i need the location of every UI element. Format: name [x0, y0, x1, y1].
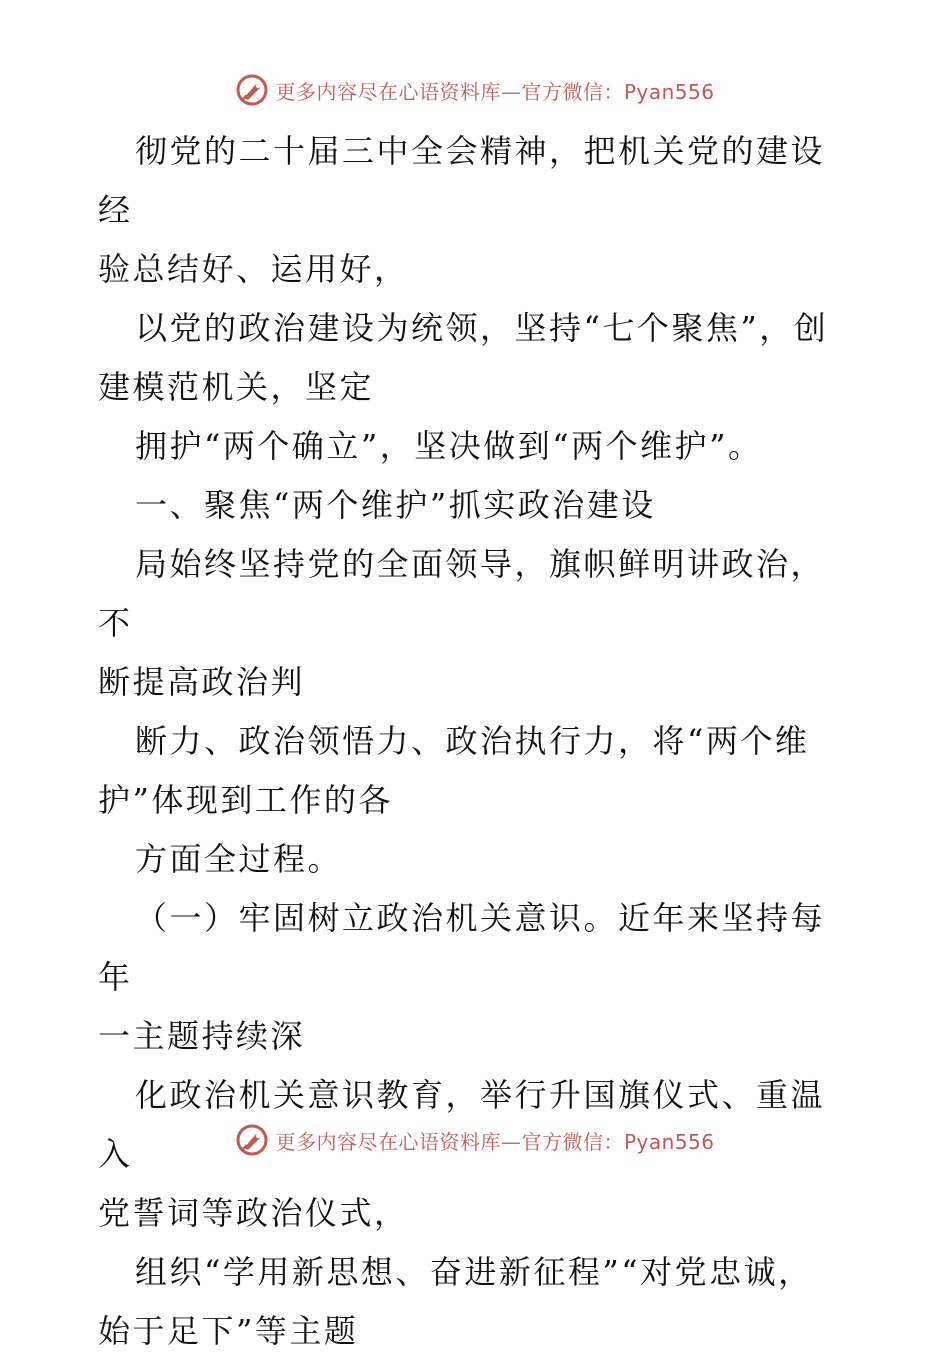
- paragraph: 断力、政治领悟力、政治执行力，将“两个维 护”体现到工作的各: [98, 722, 810, 819]
- watermark-main: 更多内容尽在心语资料库: [275, 1129, 501, 1154]
- paragraph: 拥护“两个确立”，坚决做到“两个维护”。: [135, 427, 763, 465]
- paragraph: 化政治机关意识教育，举行升国旗仪式、重温入 党誓词等政治仪式，: [98, 1076, 826, 1232]
- watermark-text: [275, 76, 714, 105]
- watermark-separator: —: [500, 1129, 522, 1154]
- watermark-text: [275, 1126, 714, 1155]
- paragraph: （一）牢固树立政治机关意识。近年来坚持每年 一主题持续深: [98, 899, 826, 1055]
- paragraph: 局始终坚持党的全面领导，旗帜鲜明讲政治，不 断提高政治判: [98, 545, 826, 701]
- section-heading: 一、聚焦“两个维护”抓实政治建设: [135, 486, 656, 524]
- paragraph: 方面全过程。: [135, 840, 343, 878]
- document-body: [98, 122, 858, 1361]
- pen-nib-circle-icon: [235, 1123, 269, 1157]
- paragraph: 彻党的二十届三中全会精神，把机关党的建设经 验总结好、运用好，: [98, 132, 826, 288]
- watermark-separator: —: [500, 79, 522, 104]
- watermark-suffix: 官方微信：Pyan556: [521, 1129, 715, 1154]
- footer-watermark: [0, 1120, 950, 1160]
- paragraph: 以党的政治建设为统领，坚持“七个聚焦”，创 建模范机关，坚定: [98, 309, 829, 406]
- pen-nib-circle-icon: [235, 73, 269, 107]
- paragraph: 组织“学用新思想、奋进新征程”“对党忠诚， 始于足下”等主题: [98, 1253, 813, 1350]
- watermark-suffix: 官方微信：Pyan556: [521, 79, 715, 104]
- watermark-main: 更多内容尽在心语资料库: [275, 79, 501, 104]
- header-watermark: [0, 70, 950, 110]
